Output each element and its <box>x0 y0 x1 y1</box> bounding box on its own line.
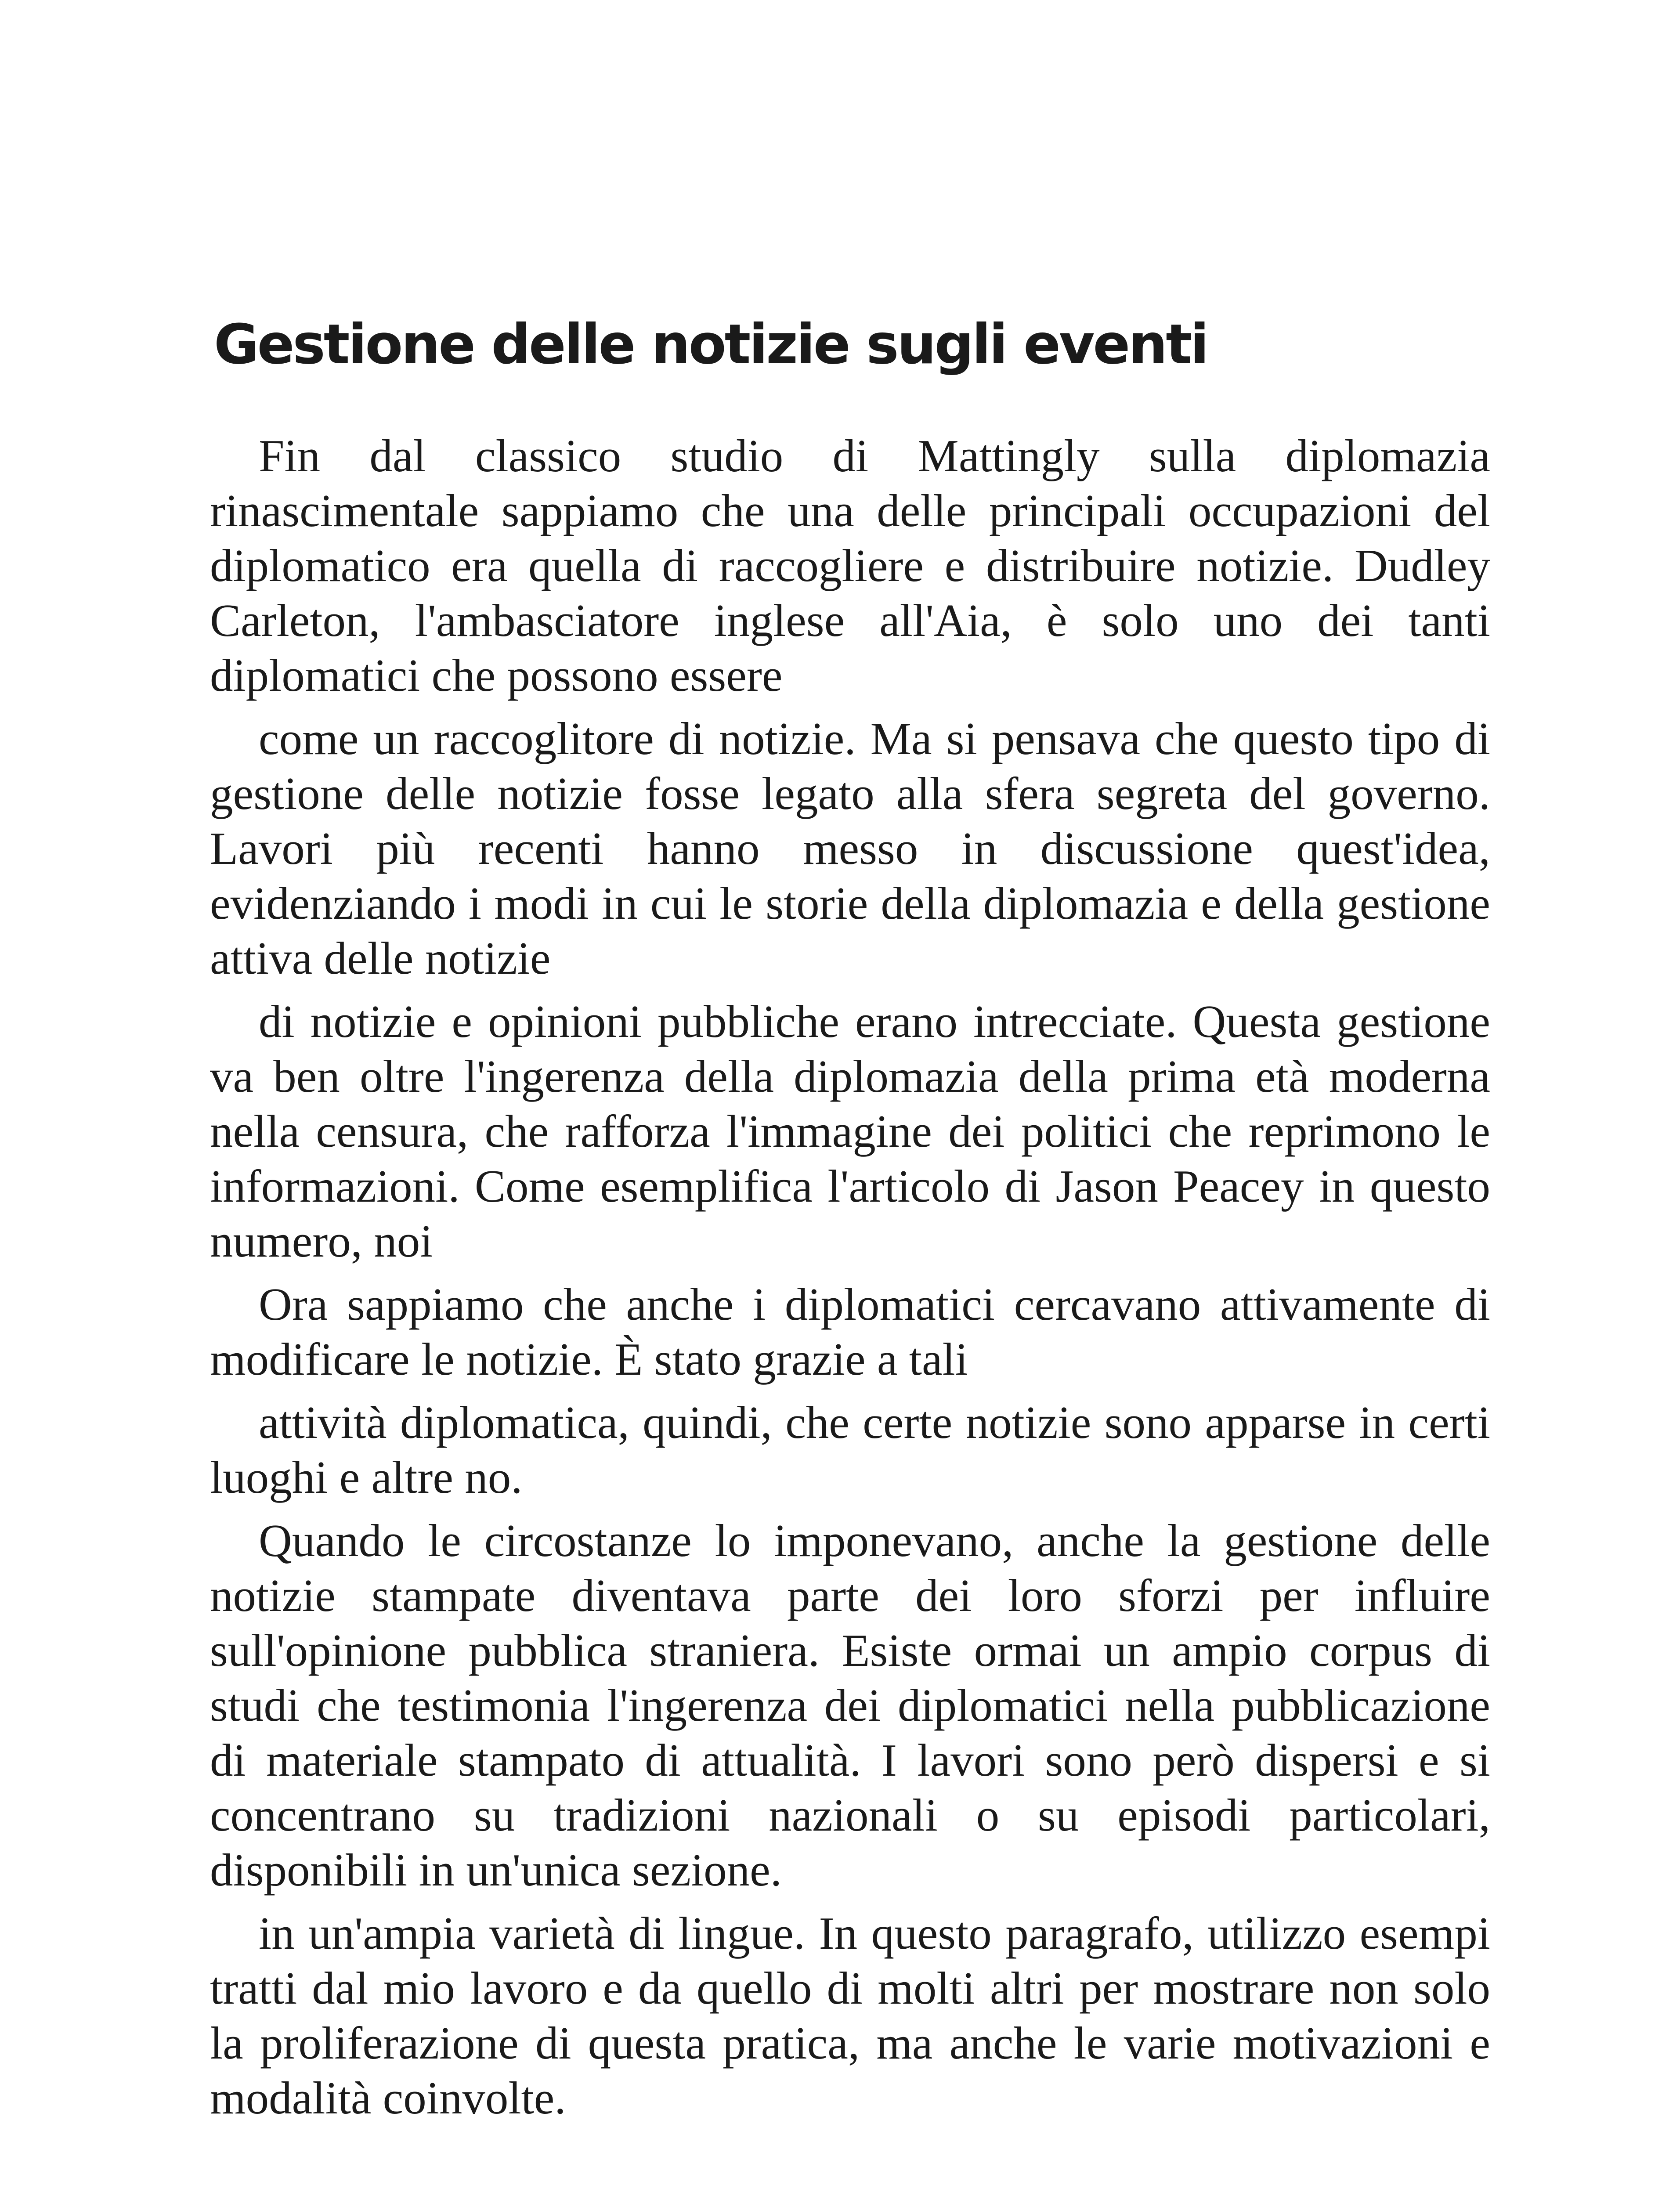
body-text <box>210 428 1490 2134</box>
paragraph-7: in un'ampia varietà di lingue. In questo paragrafo, utilizzo esempi tratti dal mio lavoro e da quello di molti altri per mostrare non solo la proliferazione di questa pratica, ma anche le varie motivazioni e modalità coinvolte. <box>210 1907 1490 2124</box>
page-title: Gestione delle notizie sugli eventi <box>214 313 1207 376</box>
paragraph-6: Quando le circostanze lo imponevano, anche la gestione delle notizie stampate diventava parte dei loro sforzi per influire sull'opinione pubblica straniera. Esiste ormai un ampio corpus di studi che testimonia l'ingerenza dei diplomatici nella pubblicazione di materiale stampato di attualità. I lavori sono però dispersi e si concentrano su tradizioni nazionali o su episodi particolari, disponibili in un'unica sezione. <box>210 1515 1490 1896</box>
paragraph-4: Ora sappiamo che anche i diplomatici cercavano attivamente di modificare le notizie. È stato grazie a tali <box>210 1279 1490 1385</box>
paragraph-1: Fin dal classico studio di Mattingly sulla diplomazia rinascimentale sappiamo che una delle principali occupazioni del diplomatico era quella di raccogliere e distribuire notizie. Dudley Carleton, l'ambasciatore inglese all'Aia, è solo uno dei tanti diplomatici che possono essere <box>210 430 1490 701</box>
paragraph-2: come un raccoglitore di notizie. Ma si pensava che questo tipo di gestione delle notizie fosse legato alla sfera segreta del governo. Lavori più recenti hanno messo in discussione quest'idea, evidenziando i modi in cui le storie della diplomazia e della gestione attiva delle notizie <box>210 713 1490 984</box>
paragraph-5: attività diplomatica, quindi, che certe notizie sono apparse in certi luoghi e altre no. <box>210 1397 1490 1503</box>
paragraph-3: di notizie e opinioni pubbliche erano intrecciate. Questa gestione va ben oltre l'ingerenza della diplomazia della prima età moderna nella censura, che rafforza l'immagine dei politici che reprimono le informazioni. Come esemplifica l'articolo di Jason Peacey in questo numero, noi <box>210 996 1490 1267</box>
